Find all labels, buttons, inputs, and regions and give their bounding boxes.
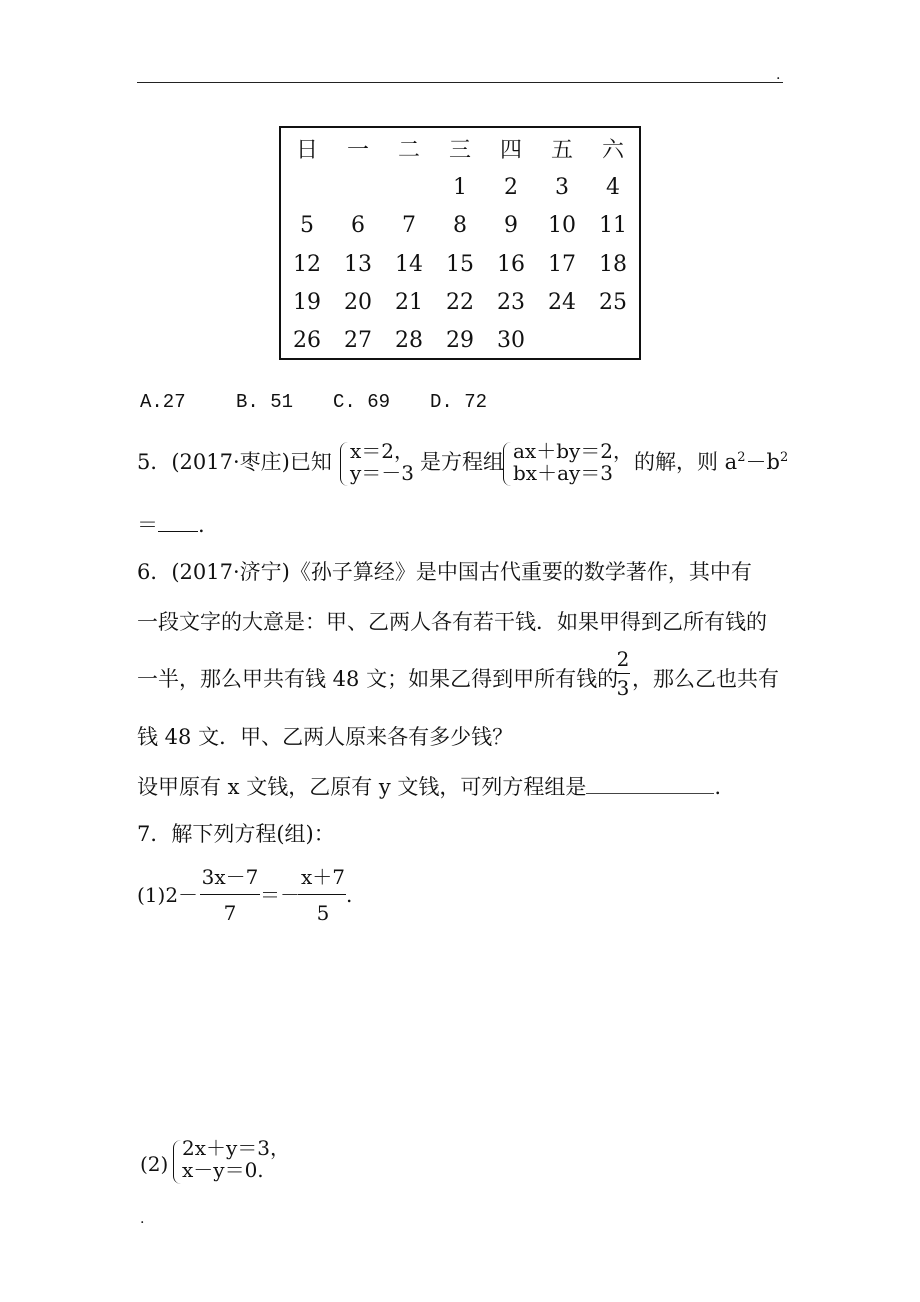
day-cell: 3 bbox=[555, 175, 569, 200]
day-cell: 28 bbox=[395, 328, 423, 353]
weekday-fri: 五 bbox=[550, 138, 573, 163]
q6-line-5a: 设甲原有 x 文钱，乙原有 y 文钱，可列方程组是 bbox=[137, 775, 587, 799]
q5-suffix-b: －b bbox=[745, 450, 780, 474]
q5-system-2 bbox=[513, 440, 633, 484]
day-cell: 18 bbox=[599, 252, 627, 277]
day-cell: 16 bbox=[497, 252, 525, 277]
q5-system-1 bbox=[350, 440, 414, 484]
q5-period: . bbox=[198, 513, 205, 537]
day-cell: 2 bbox=[504, 175, 518, 200]
q7-p2-system bbox=[182, 1137, 290, 1181]
header-rule bbox=[137, 82, 783, 83]
day-cell: 9 bbox=[504, 213, 518, 238]
day-cell: 11 bbox=[599, 213, 627, 238]
q5-prefix: 5．(2017·枣庄)已知 bbox=[137, 450, 332, 474]
q6-line-2: 一段文字的大意是：甲、乙两人各有若干钱．如果甲得到乙所有钱的 bbox=[137, 610, 767, 634]
q5-sys2-eq2: bx＋ay＝3 bbox=[513, 461, 614, 485]
calendar-week-5 bbox=[281, 322, 639, 360]
calendar-week-3 bbox=[281, 246, 639, 284]
q7-p1-frac2-bar bbox=[298, 894, 346, 895]
q6-line-3a: 一半，那么甲共有钱 48 文；如果乙得到甲所有钱的 bbox=[137, 667, 619, 691]
weekday-wed: 三 bbox=[448, 138, 471, 163]
q6-frac-num: 2 bbox=[616, 647, 630, 671]
option-a: A.27 bbox=[140, 391, 186, 413]
calendar-week-2 bbox=[281, 207, 639, 245]
weekday-thu: 四 bbox=[499, 138, 522, 163]
day-cell: 4 bbox=[606, 175, 620, 200]
day-cell: 20 bbox=[344, 290, 372, 315]
q5-equals: ＝ bbox=[137, 513, 158, 537]
footer-mark: . bbox=[140, 1211, 145, 1227]
day-cell: 29 bbox=[446, 328, 474, 353]
q5-sup-2: 2 bbox=[779, 450, 789, 465]
day-cell: 14 bbox=[395, 252, 423, 277]
q5-sys1-eq2: y＝－3 bbox=[350, 461, 415, 485]
day-cell: 30 bbox=[497, 328, 525, 353]
weekday-sun: 日 bbox=[295, 138, 318, 163]
q5-suffix-a: 的解，则 a bbox=[634, 450, 738, 474]
q5-sup-1: 2 bbox=[737, 450, 746, 465]
option-d: D. 72 bbox=[430, 391, 488, 413]
day-cell: 24 bbox=[548, 290, 576, 315]
q6-line-4: 钱 48 文．甲、乙两人原来各有多少钱？ bbox=[137, 725, 514, 749]
q7-p1-num2: x＋7 bbox=[300, 865, 345, 889]
answer-blank[interactable] bbox=[158, 511, 198, 532]
q7-p1-frac1-bar bbox=[200, 894, 260, 895]
brace-icon bbox=[503, 442, 513, 486]
option-b: B. 51 bbox=[236, 391, 294, 413]
day-cell: 21 bbox=[395, 290, 423, 315]
option-c: C. 69 bbox=[333, 391, 391, 413]
calendar-weekday-row bbox=[281, 132, 639, 170]
calendar-table bbox=[279, 126, 641, 360]
calendar-week-1 bbox=[281, 169, 639, 207]
day-cell: 12 bbox=[293, 252, 321, 277]
day-cell: 27 bbox=[344, 328, 372, 353]
day-cell: 25 bbox=[599, 290, 627, 315]
day-cell: 7 bbox=[402, 213, 416, 238]
q7-p1-den2: 5 bbox=[316, 901, 330, 925]
day-cell: 10 bbox=[548, 213, 576, 238]
q6-line-3b: ，那么乙也共有 bbox=[632, 667, 779, 691]
day-cell: 6 bbox=[351, 213, 365, 238]
q7-p1-end: . bbox=[346, 883, 353, 907]
header-corner-mark: . bbox=[776, 67, 781, 83]
day-cell: 23 bbox=[497, 290, 525, 315]
q6-frac-den: 3 bbox=[616, 676, 630, 700]
q7-p2-label: (2) bbox=[140, 1152, 169, 1176]
weekday-mon: 一 bbox=[346, 138, 369, 163]
answer-blank[interactable] bbox=[586, 773, 714, 794]
q5-sys1-eq1: x＝2， bbox=[350, 439, 415, 463]
q6-frac-bar bbox=[616, 673, 630, 674]
q6-line-1: 6．(2017·济宁)《孙子算经》是中国古代重要的数学著作，其中有 bbox=[137, 560, 752, 584]
day-cell: 17 bbox=[548, 252, 576, 277]
q7-title: 7．解下列方程(组)： bbox=[137, 822, 335, 846]
day-cell: 13 bbox=[344, 252, 372, 277]
day-cell: 26 bbox=[293, 328, 321, 353]
q6-line-5 bbox=[137, 772, 721, 802]
q7-p1-num1: 3x－7 bbox=[201, 865, 259, 889]
weekday-sat: 六 bbox=[601, 138, 624, 163]
q5-answer-line bbox=[137, 510, 205, 540]
day-cell: 1 bbox=[453, 175, 467, 200]
day-cell: 19 bbox=[293, 290, 321, 315]
q5-mid: 是方程组 bbox=[420, 450, 504, 474]
q7-p2-eq2: x－y＝0. bbox=[182, 1158, 264, 1182]
q5-sys2-eq1: ax＋by＝2， bbox=[513, 439, 634, 463]
q5-suffix bbox=[634, 447, 788, 481]
calendar-week-4 bbox=[281, 284, 639, 322]
q7-p1-eq: ＝－ bbox=[260, 883, 300, 907]
day-cell: 8 bbox=[453, 213, 467, 238]
day-cell: 22 bbox=[446, 290, 474, 315]
q7-p1-label: (1)2－ bbox=[137, 883, 199, 907]
day-cell: 15 bbox=[446, 252, 474, 277]
q6-line-5b: . bbox=[714, 775, 722, 799]
q7-p2-eq1: 2x＋y＝3， bbox=[182, 1136, 291, 1160]
day-cell: 5 bbox=[300, 213, 314, 238]
weekday-tue: 二 bbox=[397, 138, 420, 163]
q7-p1-den1: 7 bbox=[223, 901, 237, 925]
brace-icon bbox=[340, 442, 350, 486]
